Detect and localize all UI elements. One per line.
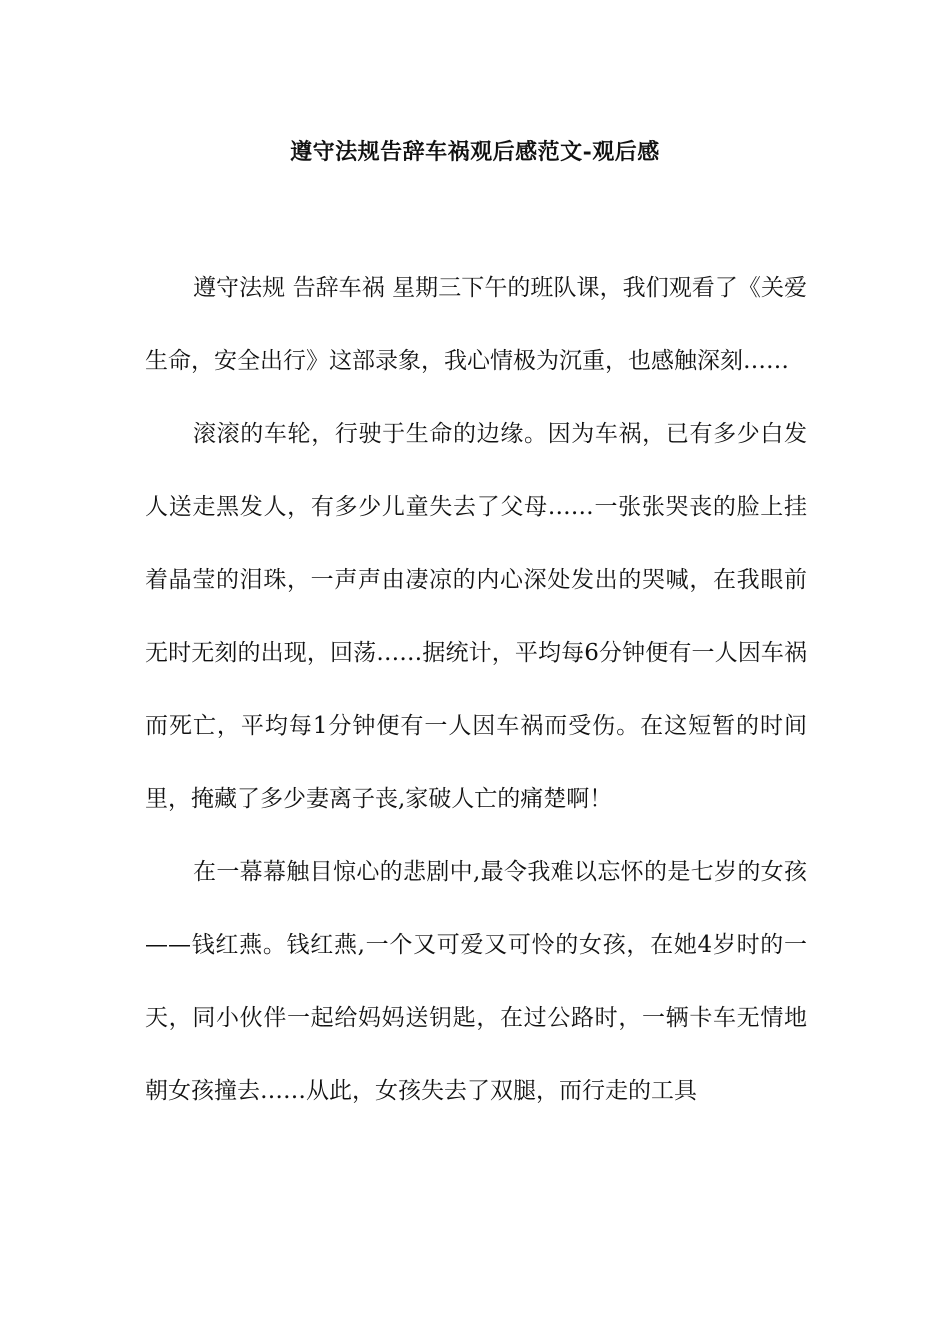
document-body <box>145 252 807 1128</box>
document-title: 遵守法规告辞车祸观后感范文-观后感 <box>290 139 660 165</box>
paragraph: 滚滚的车轮，行驶于生命的边缘。因为车祸，已有多少白发人送走黑发人，有多少儿童失去了父母……一张张哭丧的脸上挂着晶莹的泪珠，一声声由凄凉的内心深处发出的哭喊，在我眼前无时无刻的出现，回荡……据统计，平均每6分钟便有一人因车祸而死亡，平均每1分钟便有一人因车祸而受伤。在这短暂的时间里，掩藏了多少妻离子丧,家破人亡的痛楚啊！ <box>145 421 807 812</box>
paragraph: 遵守法规 告辞车祸 星期三下午的班队课，我们观看了《关爱生命，安全出行》这部录象，我心情极为沉重，也感触深刻…… <box>145 275 807 374</box>
paragraph: 在一幕幕触目惊心的悲剧中,最令我难以忘怀的是七岁的女孩——钱红燕。钱红燕,一个又可爱又可怜的女孩，在她4岁时的一天，同小伙伴一起给妈妈送钥匙，在过公路时，一辆卡车无情地朝女孩撞去……从此，女孩失去了双腿，而行走的工具 <box>145 859 807 1104</box>
